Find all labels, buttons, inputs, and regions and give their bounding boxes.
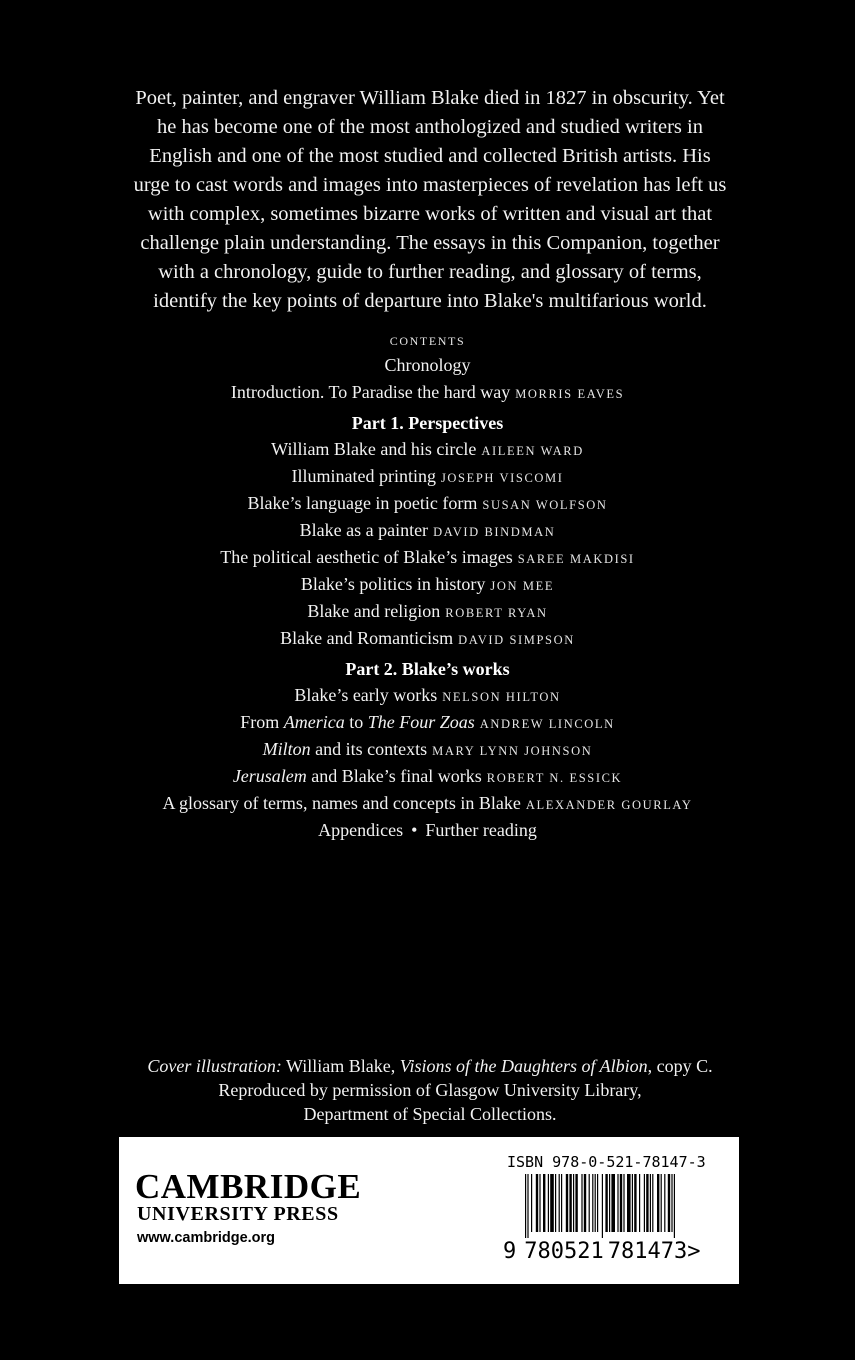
toc-title-italic: The Four Zoas — [367, 712, 475, 732]
toc-title-italic: Milton — [262, 739, 311, 759]
blurb-line: with a chronology, guide to further reading, and glossary of terms, — [158, 261, 702, 283]
blurb-line: Poet, painter, and engraver William Blake died in 1827 in obscurity. Yet — [135, 87, 725, 109]
barcode-bar — [589, 1174, 590, 1232]
toc-entry — [30, 490, 825, 517]
barcode-bar — [573, 1174, 574, 1232]
toc-title-italic: America — [283, 712, 345, 732]
contents-heading: CONTENTS — [389, 334, 466, 348]
publisher-logo-name: CAMBRIDGE — [135, 1167, 362, 1206]
barcode-bar — [664, 1174, 665, 1232]
blurb-line: urge to cast words and images into masterpieces of revelation has left us — [133, 174, 727, 196]
toc-title: Illuminated printing — [291, 466, 436, 486]
publisher-url: www.cambridge.org — [137, 1230, 276, 1246]
barcode-bar — [555, 1174, 556, 1232]
barcode-bar — [566, 1174, 568, 1232]
barcode-bar — [671, 1174, 672, 1232]
barcode-bar — [561, 1174, 562, 1232]
barcode-bar — [657, 1174, 659, 1232]
toc-entry — [30, 709, 825, 736]
part-1-heading: Part 1. Perspectives — [351, 413, 504, 433]
toc-entry — [30, 682, 825, 709]
blurb-paragraph — [100, 84, 760, 316]
barcode-bar — [597, 1174, 598, 1232]
barcode-bar — [569, 1174, 571, 1232]
toc-entry — [30, 598, 825, 625]
credit-artist: William Blake, — [281, 1056, 400, 1076]
barcode-arrow: > — [687, 1239, 701, 1264]
barcode-bar — [584, 1174, 586, 1232]
toc-title: Blake as a painter — [299, 520, 429, 540]
barcode-bar — [620, 1174, 622, 1232]
toc-entry — [30, 544, 825, 571]
barcode-bar — [639, 1174, 640, 1232]
toc-title: The political aesthetic of Blake’s images — [220, 547, 513, 567]
barcode-bar — [609, 1174, 610, 1232]
barcode-bar — [661, 1174, 662, 1232]
toc-entry — [30, 436, 825, 463]
barcode-bar — [548, 1174, 549, 1232]
credit-copy: , copy C. — [647, 1056, 713, 1076]
toc-author: NELSON HILTON — [442, 690, 561, 704]
toc-entry — [30, 625, 825, 652]
barcode-bar — [644, 1174, 645, 1232]
toc-entry — [30, 790, 825, 817]
barcode-bar — [531, 1174, 532, 1232]
barcode-bar — [539, 1174, 540, 1232]
toc-entry — [30, 763, 825, 790]
toc-author: DAVID BINDMAN — [433, 525, 556, 539]
toc-author: JOSEPH VISCOMI — [440, 471, 564, 485]
toc-title: Blake’s early works — [294, 685, 438, 705]
part-2-heading: Part 2. Blake’s works — [345, 659, 510, 679]
barcode-bar — [595, 1174, 596, 1232]
toc-title-rest: and Blake’s final works — [306, 766, 482, 786]
barcode-bar — [581, 1174, 582, 1232]
barcode-bar — [602, 1174, 603, 1238]
toc-title: William Blake and his circle — [271, 439, 477, 459]
barcode-group-1: 780521 — [524, 1239, 604, 1264]
barcode-bar — [650, 1174, 651, 1232]
toc-author: DAVID SIMPSON — [458, 633, 575, 647]
barcode-group-2: 781473 — [607, 1239, 688, 1264]
toc-entry — [30, 571, 825, 598]
toc-introduction — [30, 379, 825, 406]
barcode-bar — [646, 1174, 648, 1232]
toc-title: Blake and Romanticism — [280, 628, 454, 648]
toc-appendices: Appendices — [318, 820, 404, 840]
barcode-bar — [627, 1174, 631, 1232]
toc-author: ALEXANDER GOURLAY — [525, 798, 693, 812]
toc-title: A glossary of terms, names and concepts in Blake — [162, 793, 521, 813]
barcode-bar — [632, 1174, 633, 1232]
barcode-lead-digit: 9 — [503, 1239, 517, 1264]
toc-author: ROBERT RYAN — [445, 606, 548, 620]
barcode-bar — [592, 1174, 593, 1232]
toc-title-rest: and its contexts — [310, 739, 428, 759]
bullet-separator: • — [411, 820, 418, 840]
barcode-bar — [623, 1174, 624, 1232]
toc-further-reading: Further reading — [425, 820, 537, 840]
credit-line: Department of Special Collections. — [303, 1104, 557, 1124]
toc-title: Blake’s politics in history — [300, 574, 486, 594]
credit-work: Visions of the Daughters of Albion — [399, 1056, 648, 1076]
barcode-bar — [605, 1174, 607, 1232]
toc-author: AILEEN WARD — [481, 444, 584, 458]
barcode-bar — [634, 1174, 636, 1232]
toc-entry — [30, 817, 825, 844]
barcode-digits — [503, 1239, 700, 1265]
blurb-line: he has become one of the most anthologized and studied writers in — [157, 116, 703, 138]
barcode-bar — [543, 1174, 545, 1232]
barcode-bar — [559, 1174, 560, 1232]
toc-chronology: Chronology — [384, 355, 471, 375]
blurb-line: English and one of the most studied and collected British artists. His — [149, 145, 711, 167]
isbn-text: ISBN 978-0-521-78147-3 — [507, 1153, 706, 1171]
barcode-bar — [575, 1174, 577, 1232]
publisher-barcode-panel — [119, 1137, 739, 1284]
toc-title: Introduction. To Paradise the hard way — [230, 382, 511, 402]
toc-title-prefix: From — [240, 712, 284, 732]
toc-author: ROBERT N. ESSICK — [486, 771, 623, 785]
blurb-line: identify the key points of departure into Blake's multifarious world. — [153, 290, 707, 312]
toc-author: MARY LYNN JOHNSON — [432, 744, 593, 758]
contents-list — [30, 330, 825, 844]
toc-entry — [30, 463, 825, 490]
credit-label: Cover illustration: — [147, 1056, 282, 1076]
barcode-bar — [652, 1174, 653, 1232]
toc-title: Blake’s language in poetic form — [247, 493, 478, 513]
barcode-bar — [550, 1174, 554, 1232]
credit-line: Reproduced by permission of Glasgow University Library, — [218, 1080, 642, 1100]
barcode-bar — [525, 1174, 526, 1238]
toc-title: Blake and religion — [307, 601, 441, 621]
cover-credit — [100, 1054, 760, 1126]
barcode-bar — [527, 1174, 528, 1238]
toc-title-mid: to — [344, 712, 368, 732]
blurb-line: challenge plain understanding. The essays in this Companion, together — [140, 232, 720, 254]
credit-line — [100, 1054, 760, 1078]
publisher-logo-subtitle: UNIVERSITY PRESS — [137, 1203, 339, 1225]
barcode-bar — [674, 1174, 675, 1238]
toc-author: MORRIS EAVES — [515, 387, 625, 401]
toc-author: ANDREW LINCOLN — [479, 717, 615, 731]
barcode-bar — [617, 1174, 618, 1232]
barcode-bar — [536, 1174, 538, 1232]
barcode-bar — [668, 1174, 670, 1232]
toc-title-italic: Jerusalem — [232, 766, 307, 786]
toc-author: SAREE MAKDISI — [517, 552, 635, 566]
barcode-icon — [525, 1174, 725, 1238]
barcode-bar — [611, 1174, 615, 1232]
toc-author: SUSAN WOLFSON — [482, 498, 608, 512]
toc-author: JON MEE — [490, 579, 555, 593]
toc-entry — [30, 517, 825, 544]
toc-entry — [30, 736, 825, 763]
blurb-line: with complex, sometimes bizarre works of written and visual art that — [147, 203, 713, 225]
